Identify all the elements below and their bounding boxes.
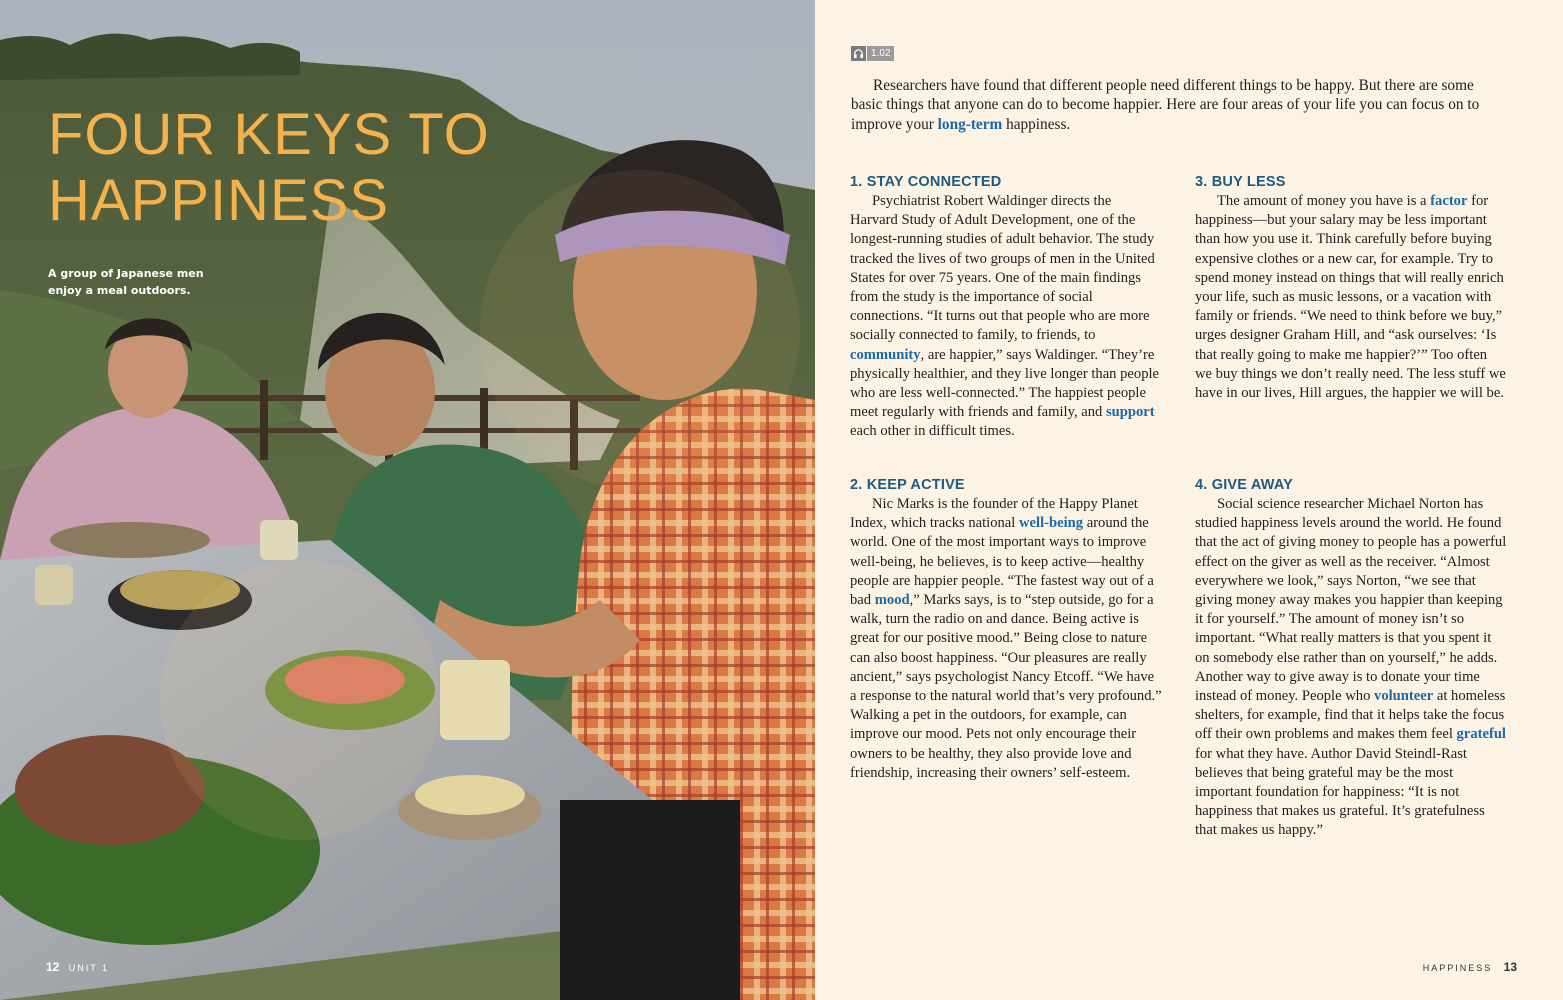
section-heading: 4. GIVE AWAY — [1195, 477, 1294, 493]
section-text: at homeless shelters, for example, find that it helps take the focus off their own problems and makes them feel — [1195, 688, 1506, 743]
section-buy-less — [1195, 173, 1507, 403]
intro-text: Researchers have found that different people need different things to be happy. But there are some basic things that anyone can do to become happier. Here are four areas of your life you can focus on to improve your — [851, 77, 1480, 133]
page-title — [48, 102, 490, 234]
keyword-support: support — [1105, 404, 1155, 421]
keyword-mood: mood — [874, 592, 910, 609]
section-text: each other in difficult times. — [850, 423, 1015, 440]
keyword-factor: factor — [1430, 193, 1468, 209]
section-keep-active — [850, 476, 1162, 783]
section-heading: 1. STAY CONNECTED — [850, 174, 1002, 190]
section-text: for happiness—but your salary may be less important than how you use it. Think carefully before buying expensive clothes or a new car, for example. Try to spend money instead on things that will really enrich your life, such as music lessons, or a vacation with family or friends. “We need to think before we buy,” urges designer Graham Hill, and “ask ourselves: ‘Is that really going to make me happier?’” Too often we buy things we don’t really need. The less stuff we have in our lives, Hill argues, the happier we will be. — [1195, 193, 1506, 402]
running-head: HAPPINESS — [1422, 963, 1493, 973]
photo-caption: A group of Japanese men enjoy a meal outdoors. — [48, 267, 204, 297]
section-text: around the world. One of the most important ways to improve well-being, he believes, is to keep active—healthy people are happier people. “The fastest way out of a bad — [850, 515, 1154, 609]
folio-left — [46, 960, 109, 974]
keyword-volunteer: volunteer — [1374, 688, 1434, 705]
page-number-left: 12 — [46, 960, 60, 974]
text-page — [815, 0, 1563, 1000]
keyword-grateful: grateful — [1456, 726, 1506, 743]
keyword-community: community — [850, 346, 921, 363]
section-heading: 3. BUY LESS — [1195, 174, 1286, 190]
page-number-right: 13 — [1503, 960, 1517, 974]
unit-label: UNIT 1 — [68, 963, 110, 973]
section-stay-connected — [850, 173, 1162, 442]
intro-text-end: happiness. — [1002, 115, 1071, 133]
section-heading: 2. KEEP ACTIVE — [850, 477, 965, 493]
headphones-icon — [851, 46, 866, 61]
intro-paragraph — [851, 76, 1491, 134]
keyword-long-term: long-term — [937, 115, 1003, 133]
section-text: Psychiatrist Robert Waldinger directs the Harvard Study of Adult Development, one of the longest-running studies of adult behavior. The study tracked the lives of two groups of men in the United States for over 75 years. One of the main findings from the study is the importance of social connections. “It turns out that people who are more socially connected to family, to friends, to — [850, 193, 1155, 344]
folio-right — [1423, 960, 1517, 974]
section-text: , are happier,” says Waldinger. “They’re physically healthier, and they live longer than people who are less well-connected.” The happiest people meet regularly with friends and family, and — [850, 346, 1160, 421]
title-line-2: HAPPINESS — [48, 168, 389, 233]
section-text: Nic Marks is the founder of the Happy Planet Index, which tracks national — [850, 496, 1138, 532]
keyword-well-being: well-being — [1019, 515, 1084, 532]
section-text: Social science researcher Michael Norton has studied happiness levels around the world. He found that the act of giving money to people has a powerful effect on the giver as well as the receiver. “Almost everywhere we look,” says Norton, “we see that giving money away makes you happier than keeping it for yourself.” The amount of money isn’t so important. “What really matters is that you spent it on somebody else rather than on yourself,” he adds. Another way to give away is to donate your time instead of money. People who — [1195, 496, 1507, 705]
audio-track-number: 1.02 — [867, 46, 894, 61]
section-text: for what they have. Author David Steindl-Rast believes that being grateful may be the most important foundation for happiness: “It is not happiness that makes us grateful. It’s gratefulness that makes us happy.” — [1195, 745, 1485, 839]
title-line-1: FOUR KEYS TO — [48, 102, 490, 167]
audio-track-tag[interactable] — [851, 46, 894, 61]
section-text: The amount of money you have is a — [1217, 193, 1431, 209]
section-text: ,” Marks says, is to “step outside, go for a walk, turn the radio on and dance. Being active is great for our positive mood.” Being close to nature can also boost happiness. “Our pleasures are really ancient,” says psychologist Nancy Etcoff. “We have a response to the natural world that’s very profound.” Walking a pet in the outdoors, for example, can improve our mood. Pets not only encourage their owners to be healthy, they also provide love and friendship, increasing their owners’ self-esteem. — [850, 592, 1162, 781]
section-give-away — [1195, 476, 1507, 841]
